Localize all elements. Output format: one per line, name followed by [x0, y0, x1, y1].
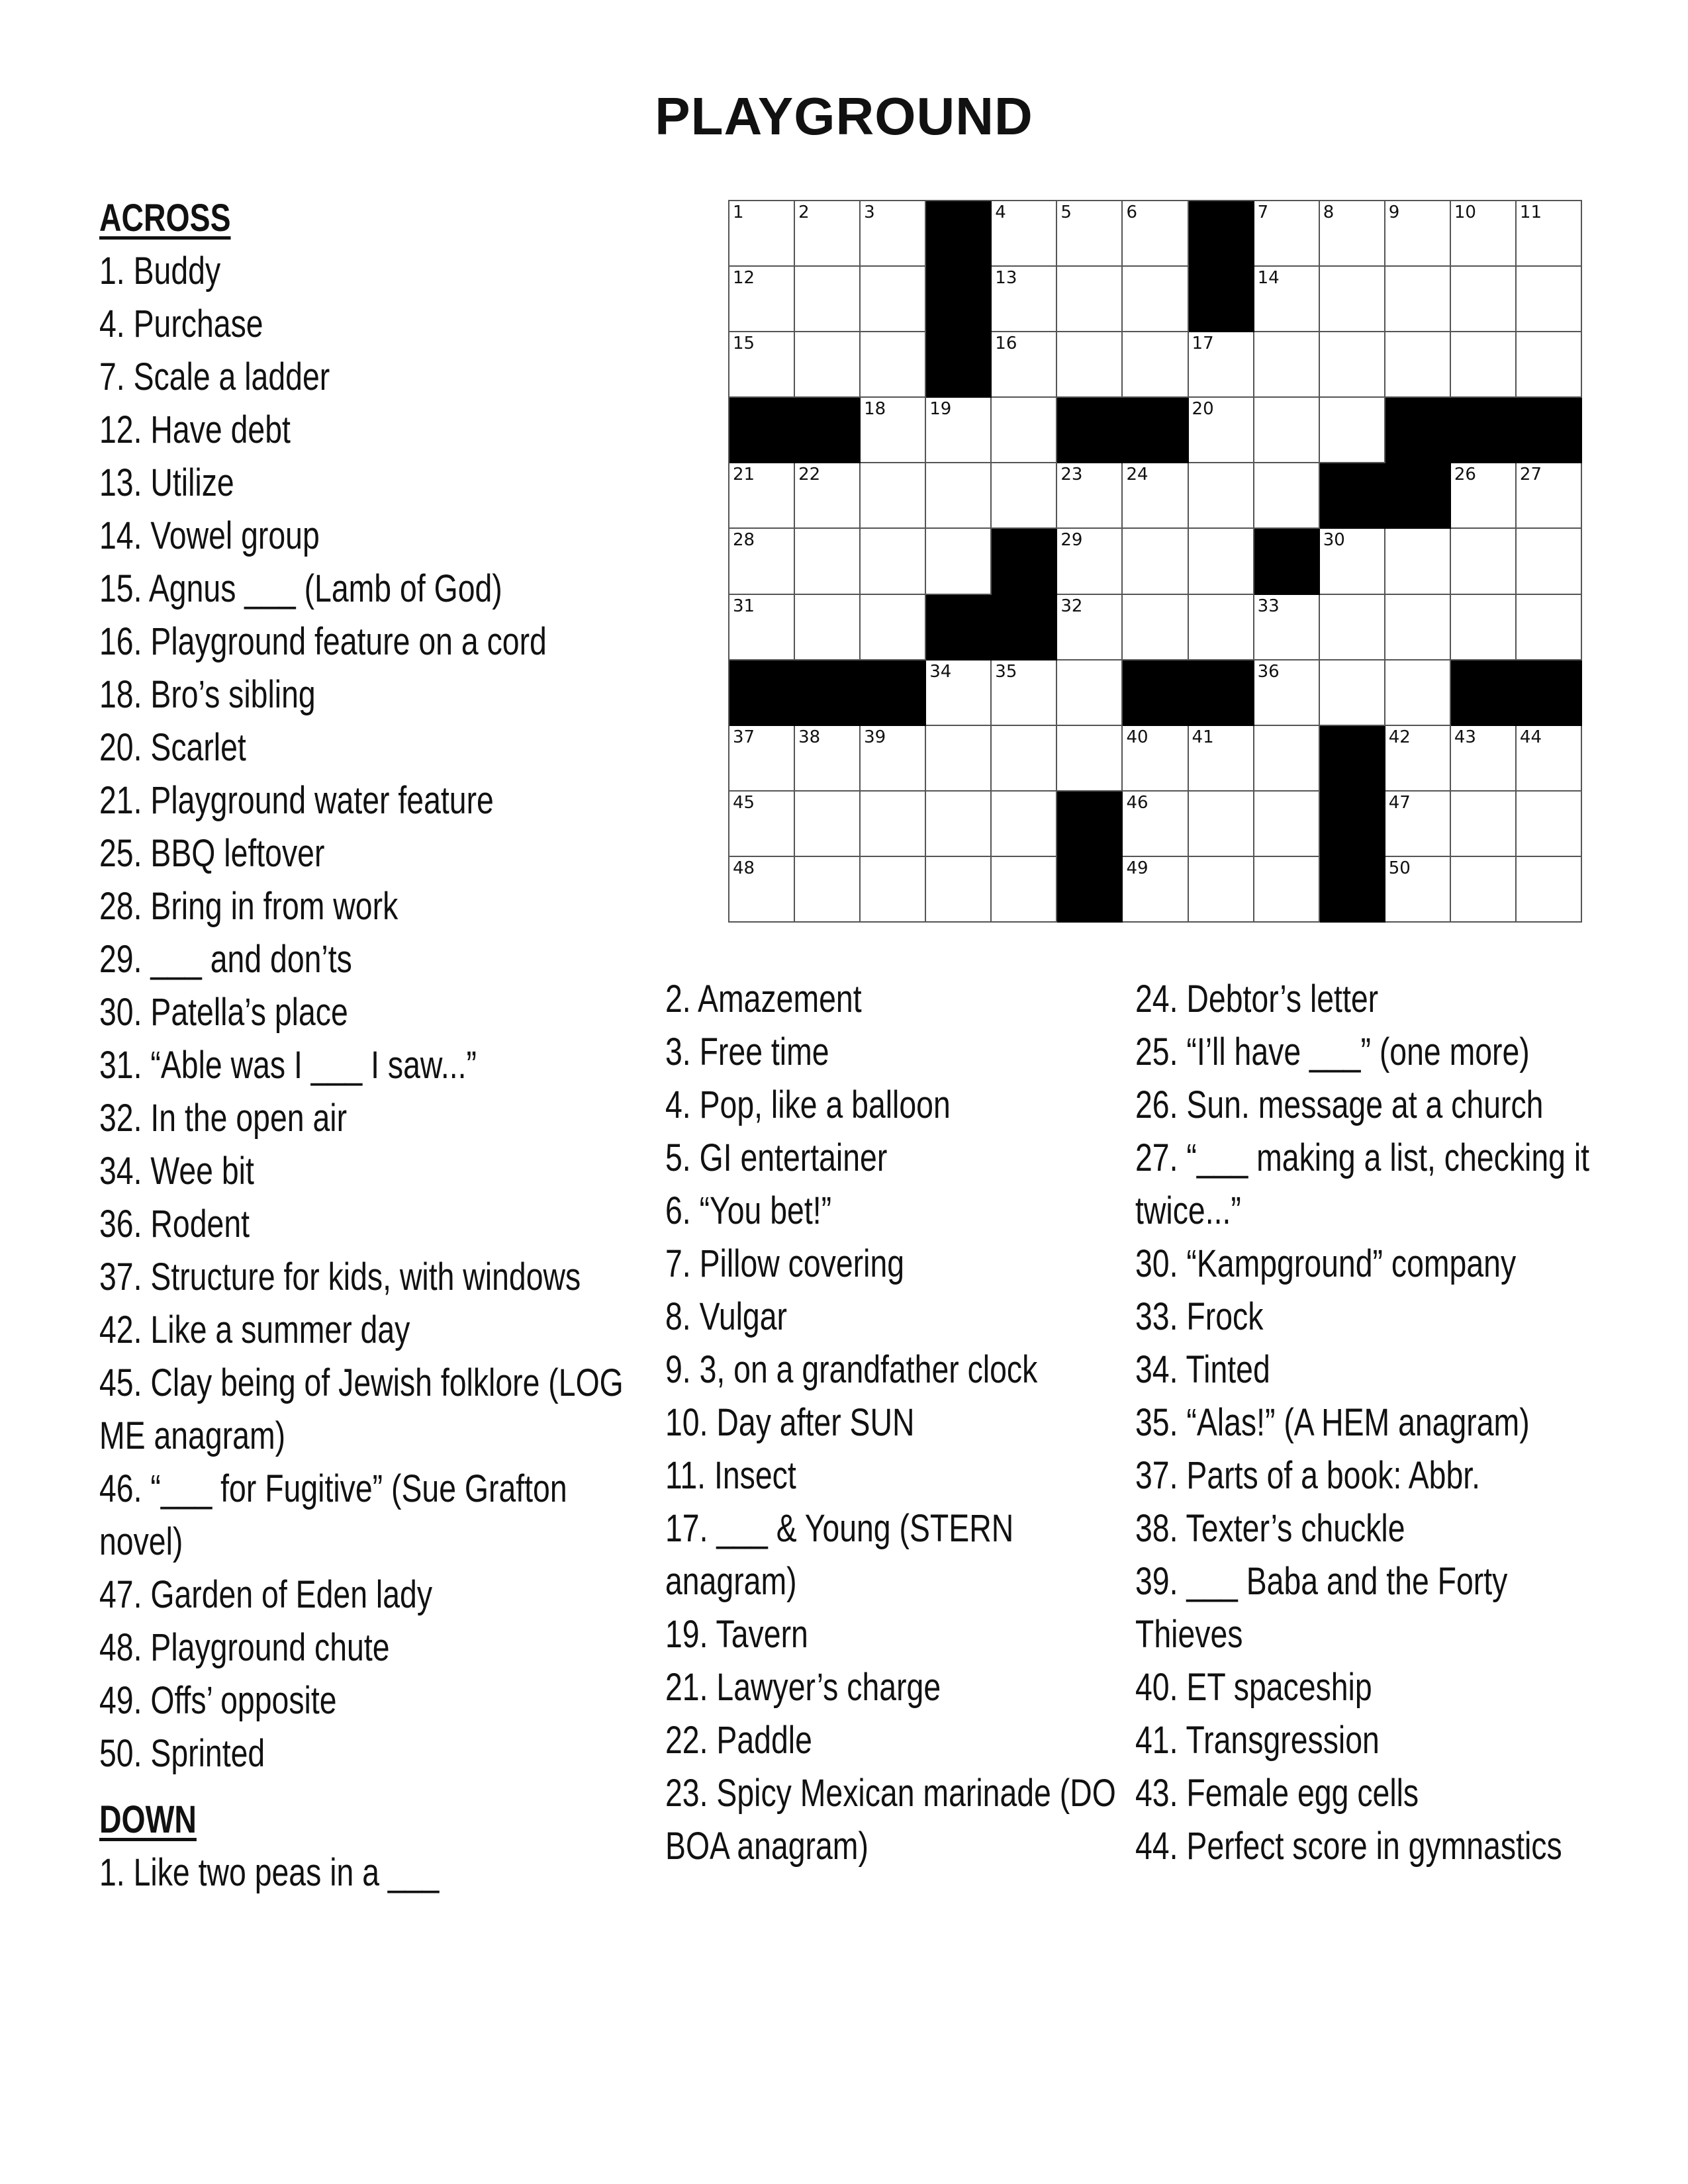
clue-item: 13. Utilize	[99, 461, 234, 504]
grid-cell[interactable]	[1189, 792, 1254, 857]
clue-item: 34. Wee bit	[99, 1150, 254, 1193]
clue-item: 21. Playground water feature	[99, 779, 494, 822]
clue-item: 44. Perfect score in gymnastics	[1135, 1825, 1562, 1868]
grid-cell[interactable]	[795, 857, 861, 923]
grid-cell-black	[1189, 267, 1254, 332]
clue-item: 26. Sun. message at a church	[1135, 1083, 1544, 1126]
clue-item: 15. Agnus ___ (Lamb of God)	[99, 567, 502, 610]
clue-number: 28	[733, 530, 755, 551]
clue-number: 4	[995, 203, 1006, 222]
clue-item: 46. “___ for Fugitive” (Sue Grafton novel)	[99, 1467, 567, 1563]
down-clue-list	[99, 1846, 642, 1899]
grid-cell[interactable]	[1517, 463, 1582, 529]
grid-cell-black	[1057, 398, 1123, 463]
grid-cell[interactable]	[1254, 792, 1320, 857]
grid-cell[interactable]	[1189, 529, 1254, 594]
clue-number: 34	[929, 661, 952, 682]
clue-number: 8	[1323, 203, 1335, 222]
clue-item: 1. Like two peas in a ___	[99, 1851, 440, 1894]
grid-cell-black	[861, 660, 926, 726]
grid-cell[interactable]	[926, 792, 992, 857]
grid-cell-black	[1189, 660, 1254, 726]
clue-item: 34. Tinted	[1135, 1348, 1270, 1391]
clue-number: 5	[1060, 203, 1072, 222]
grid-cell[interactable]	[926, 398, 992, 463]
grid-cell-black	[795, 398, 861, 463]
clue-number: 38	[798, 727, 821, 747]
grid-cell[interactable]	[1451, 201, 1517, 267]
grid-cell[interactable]	[1254, 726, 1320, 792]
clue-number: 9	[1388, 203, 1400, 222]
grid-cell[interactable]	[992, 332, 1057, 398]
grid-cell-black	[1451, 660, 1517, 726]
grid-cell[interactable]	[1123, 332, 1188, 398]
clue-item: 4. Purchase	[99, 302, 263, 345]
clue-item: 30. Patella’s place	[99, 991, 348, 1034]
grid-cell[interactable]	[1320, 529, 1385, 594]
clue-number: 13	[995, 268, 1017, 289]
clue-item: 23. Spicy Mexican marinade (DO BOA anagram)	[665, 1772, 1116, 1868]
clue-item: 6. “You bet!”	[665, 1189, 832, 1232]
clue-item: 12. Have debt	[99, 408, 291, 451]
clue-item: 36. Rodent	[99, 1203, 250, 1246]
grid-cell-black	[1320, 857, 1385, 923]
grid-cell[interactable]	[1123, 857, 1188, 923]
grid-cell-black	[1123, 398, 1188, 463]
grid-cell[interactable]	[1385, 529, 1451, 594]
grid-cell[interactable]	[1517, 332, 1582, 398]
clue-number: 22	[798, 465, 821, 485]
grid-cell[interactable]	[1385, 660, 1451, 726]
clue-number: 35	[995, 661, 1017, 682]
grid-cell[interactable]	[1320, 267, 1385, 332]
grid-cell[interactable]	[861, 267, 926, 332]
clue-number: 39	[864, 727, 886, 747]
grid-cell-black	[795, 660, 861, 726]
clue-number: 10	[1454, 203, 1476, 222]
grid-cell[interactable]	[992, 398, 1057, 463]
grid-cell[interactable]	[1451, 463, 1517, 529]
clue-item: 19. Tavern	[665, 1613, 808, 1656]
clue-number: 3	[864, 203, 875, 222]
grid-cell[interactable]	[1385, 792, 1451, 857]
clue-item: 14. Vowel group	[99, 514, 320, 557]
clue-item: 8. Vulgar	[665, 1295, 787, 1338]
grid-cell[interactable]	[1057, 595, 1123, 660]
clue-number: 36	[1257, 661, 1280, 682]
clue-item: 35. “Alas!” (A HEM anagram)	[1135, 1401, 1530, 1444]
grid-cell[interactable]	[1385, 857, 1451, 923]
grid-cell[interactable]	[1057, 660, 1123, 726]
clue-item: 48. Playground chute	[99, 1626, 390, 1669]
clue-item: 24. Debtor’s letter	[1135, 978, 1379, 1021]
grid-cell[interactable]	[1189, 726, 1254, 792]
page-title: PLAYGROUND	[655, 87, 1033, 146]
clue-item: 10. Day after SUN	[665, 1401, 915, 1444]
grid-cell[interactable]	[861, 595, 926, 660]
grid-cell[interactable]	[795, 529, 861, 594]
clue-number: 2	[798, 203, 810, 222]
grid-cell[interactable]	[729, 201, 795, 267]
clue-number: 42	[1388, 727, 1411, 747]
grid-cell-black	[1320, 726, 1385, 792]
grid-cell[interactable]	[1320, 660, 1385, 726]
grid-cell-black	[1189, 201, 1254, 267]
grid-cell-black	[992, 529, 1057, 594]
clue-item: 4. Pop, like a balloon	[665, 1083, 951, 1126]
clue-number: 12	[733, 268, 755, 289]
grid-cell[interactable]	[795, 463, 861, 529]
grid-cell[interactable]	[1254, 398, 1320, 463]
clue-item: 42. Like a summer day	[99, 1308, 410, 1351]
grid-cell[interactable]	[1123, 267, 1188, 332]
grid-cell-black	[729, 398, 795, 463]
grid-cell[interactable]	[1189, 463, 1254, 529]
grid-cell[interactable]	[926, 857, 992, 923]
clue-number: 6	[1126, 203, 1137, 222]
clue-item: 25. “I’ll have ___” (one more)	[1135, 1030, 1530, 1073]
crossword-grid	[728, 200, 1582, 923]
clue-item: 40. ET spaceship	[1135, 1666, 1372, 1709]
grid-cell[interactable]	[1320, 398, 1385, 463]
grid-cell-black	[1320, 792, 1385, 857]
grid-cell[interactable]	[1123, 201, 1188, 267]
clue-item: 2. Amazement	[665, 978, 862, 1021]
grid-cell[interactable]	[1057, 201, 1123, 267]
grid-cell[interactable]	[795, 726, 861, 792]
clue-number: 48	[733, 858, 755, 878]
grid-cell-black	[1451, 398, 1517, 463]
clue-item: 25. BBQ leftover	[99, 832, 325, 875]
clue-item: 17. ___ & Young (STERN anagram)	[665, 1507, 1014, 1603]
grid-cell[interactable]	[729, 332, 795, 398]
grid-cell[interactable]	[1254, 267, 1320, 332]
clue-item: 28. Bring in from work	[99, 885, 399, 928]
grid-cell[interactable]	[1385, 726, 1451, 792]
grid-cell[interactable]	[1517, 792, 1582, 857]
grid-cell[interactable]	[1320, 332, 1385, 398]
grid-cell-black	[1254, 529, 1320, 594]
grid-cell[interactable]	[1385, 332, 1451, 398]
grid-cell[interactable]	[1123, 595, 1188, 660]
grid-cell[interactable]	[1254, 332, 1320, 398]
grid-cell[interactable]	[1189, 857, 1254, 923]
grid-cell[interactable]	[1451, 726, 1517, 792]
grid-cell[interactable]	[729, 529, 795, 594]
down-heading: DOWN	[99, 1798, 197, 1841]
clue-number: 33	[1257, 596, 1280, 616]
grid-cell[interactable]	[1057, 332, 1123, 398]
grid-cell[interactable]	[729, 857, 795, 923]
grid-cell[interactable]	[1254, 201, 1320, 267]
across-heading: ACROSS	[99, 197, 231, 240]
clue-number: 7	[1257, 203, 1269, 222]
grid-cell[interactable]	[1451, 332, 1517, 398]
clue-item: 33. Frock	[1135, 1295, 1264, 1338]
grid-cell[interactable]	[1057, 726, 1123, 792]
grid-cell-black	[1320, 463, 1385, 529]
grid-cell[interactable]	[1320, 201, 1385, 267]
grid-cell[interactable]	[1254, 595, 1320, 660]
clue-item: 7. Pillow covering	[665, 1242, 905, 1285]
clue-item: 38. Texter’s chuckle	[1135, 1507, 1405, 1550]
grid-cell[interactable]	[1517, 595, 1582, 660]
grid-cell[interactable]	[1123, 726, 1188, 792]
grid-cell[interactable]	[861, 726, 926, 792]
grid-cell[interactable]	[729, 726, 795, 792]
clue-item: 37. Structure for kids, with windows	[99, 1255, 581, 1298]
clue-item: 16. Playground feature on a cord	[99, 620, 547, 663]
grid-cell[interactable]	[1517, 529, 1582, 594]
clue-item: 31. “Able was I ___ I saw...”	[99, 1044, 477, 1087]
grid-cell[interactable]	[1189, 332, 1254, 398]
clues-right-column	[1135, 973, 1592, 1873]
grid-cell[interactable]	[1123, 529, 1188, 594]
grid-cell[interactable]	[992, 201, 1057, 267]
grid-cell[interactable]	[1517, 267, 1582, 332]
grid-cell[interactable]	[861, 398, 926, 463]
grid-cell[interactable]	[729, 595, 795, 660]
grid-cell[interactable]	[1451, 267, 1517, 332]
grid-cell[interactable]	[795, 792, 861, 857]
clue-item: 27. “___ making a list, checking it twice...”	[1135, 1136, 1590, 1232]
clue-item: 49. Offs’ opposite	[99, 1679, 337, 1722]
grid-cell[interactable]	[1385, 267, 1451, 332]
grid-cell[interactable]	[861, 792, 926, 857]
clues-left-column	[99, 192, 642, 1899]
down-clue-list	[665, 973, 1122, 1873]
grid-cell[interactable]	[861, 332, 926, 398]
grid-cell[interactable]	[926, 660, 992, 726]
grid-cell-black	[1385, 463, 1451, 529]
clue-number: 41	[1192, 727, 1214, 747]
clue-item: 7. Scale a ladder	[99, 355, 330, 398]
clue-item: 3. Free time	[665, 1030, 829, 1073]
grid-cell[interactable]	[1451, 529, 1517, 594]
grid-cell[interactable]	[1517, 201, 1582, 267]
grid-cell[interactable]	[992, 726, 1057, 792]
clue-number: 44	[1519, 727, 1542, 747]
grid-cell[interactable]	[1451, 595, 1517, 660]
grid-cell[interactable]	[861, 529, 926, 594]
clue-number: 30	[1323, 530, 1345, 551]
clue-item: 39. ___ Baba and the Forty Thieves	[1135, 1560, 1508, 1656]
clue-item: 18. Bro’s sibling	[99, 673, 316, 716]
clue-item: 30. “Kampground” company	[1135, 1242, 1517, 1285]
grid-cell[interactable]	[1123, 792, 1188, 857]
grid-cell[interactable]	[992, 857, 1057, 923]
clue-item: 21. Lawyer’s charge	[665, 1666, 941, 1709]
clue-number: 23	[1060, 465, 1083, 485]
clue-number: 50	[1388, 858, 1411, 878]
clue-item: 45. Clay being of Jewish folklore (LOG ME anagram)	[99, 1361, 624, 1457]
clue-number: 15	[733, 334, 755, 354]
clue-number: 26	[1454, 465, 1476, 485]
clue-number: 19	[929, 399, 952, 420]
grid-cell[interactable]	[1057, 529, 1123, 594]
clue-number: 27	[1519, 465, 1542, 485]
clue-item: 9. 3, on a grandfather clock	[665, 1348, 1038, 1391]
grid-cell[interactable]	[729, 267, 795, 332]
grid-cell[interactable]	[1385, 201, 1451, 267]
grid-cell[interactable]	[1189, 595, 1254, 660]
grid-cell[interactable]	[1385, 595, 1451, 660]
clue-number: 17	[1192, 334, 1214, 354]
grid-cell-black	[1517, 398, 1582, 463]
clue-number: 11	[1519, 203, 1542, 222]
grid-cell-black	[926, 201, 992, 267]
clue-item: 50. Sprinted	[99, 1732, 265, 1775]
grid-cell[interactable]	[1320, 595, 1385, 660]
clues-middle-column	[665, 973, 1122, 1873]
clue-item: 43. Female egg cells	[1135, 1772, 1419, 1815]
grid-cell[interactable]	[992, 463, 1057, 529]
grid-cell-black	[926, 595, 992, 660]
clue-number: 49	[1126, 858, 1149, 878]
grid-cell[interactable]	[1057, 463, 1123, 529]
grid-cell[interactable]	[861, 463, 926, 529]
grid-cell[interactable]	[795, 201, 861, 267]
grid-cell-black	[992, 595, 1057, 660]
grid-cell[interactable]	[1451, 857, 1517, 923]
grid-cell[interactable]	[1451, 792, 1517, 857]
grid-cell[interactable]	[1517, 857, 1582, 923]
down-clue-list	[1135, 973, 1592, 1873]
grid-cell-black	[1385, 398, 1451, 463]
grid-cell[interactable]	[729, 792, 795, 857]
grid-cell[interactable]	[1254, 660, 1320, 726]
grid-cell[interactable]	[1254, 857, 1320, 923]
grid-cell[interactable]	[992, 660, 1057, 726]
clue-number: 40	[1126, 727, 1149, 747]
grid-cell[interactable]	[795, 267, 861, 332]
clue-number: 37	[733, 727, 755, 747]
clue-number: 21	[733, 465, 755, 485]
grid-cell[interactable]	[795, 595, 861, 660]
clue-item: 22. Paddle	[665, 1719, 812, 1762]
clue-number: 31	[733, 596, 755, 616]
clue-item: 29. ___ and don’ts	[99, 938, 352, 981]
grid-cell[interactable]	[795, 332, 861, 398]
clue-number: 20	[1192, 399, 1214, 420]
grid-cell-black	[1123, 660, 1188, 726]
clue-number: 14	[1257, 268, 1280, 289]
clue-item: 32. In the open air	[99, 1097, 348, 1140]
clue-item: 11. Insect	[665, 1454, 796, 1497]
clue-number: 43	[1454, 727, 1476, 747]
clue-item: 5. GI entertainer	[665, 1136, 888, 1179]
clue-item: 20. Scarlet	[99, 726, 246, 769]
grid-cell-black	[1057, 792, 1123, 857]
grid-cell[interactable]	[1254, 463, 1320, 529]
clue-number: 45	[733, 792, 755, 813]
grid-cell[interactable]	[926, 463, 992, 529]
across-clue-list	[99, 245, 642, 1780]
grid-cell[interactable]	[1057, 267, 1123, 332]
grid-cell[interactable]	[1123, 463, 1188, 529]
grid-cell-black	[1517, 660, 1582, 726]
grid-cell[interactable]	[861, 201, 926, 267]
grid-cell[interactable]	[926, 529, 992, 594]
clue-number: 24	[1126, 465, 1149, 485]
clue-number: 18	[864, 399, 886, 420]
grid-cell[interactable]	[1517, 726, 1582, 792]
clue-number: 32	[1060, 596, 1083, 616]
clue-number: 16	[995, 334, 1017, 354]
clue-item: 1. Buddy	[99, 250, 221, 293]
clue-number: 47	[1388, 792, 1411, 813]
grid-cell[interactable]	[992, 267, 1057, 332]
clue-item: 37. Parts of a book: Abbr.	[1135, 1454, 1481, 1497]
clue-number: 46	[1126, 792, 1149, 813]
grid-cell[interactable]	[729, 463, 795, 529]
clue-item: 41. Transgression	[1135, 1719, 1380, 1762]
grid-cell-black	[1057, 857, 1123, 923]
grid-cell-black	[926, 332, 992, 398]
clue-number: 1	[733, 203, 744, 222]
grid-cell[interactable]	[861, 857, 926, 923]
grid-cell[interactable]	[926, 726, 992, 792]
grid-cell-black	[926, 267, 992, 332]
grid-cell-black	[729, 660, 795, 726]
grid-cell[interactable]	[1189, 398, 1254, 463]
clue-item: 47. Garden of Eden lady	[99, 1573, 433, 1616]
clue-number: 29	[1060, 530, 1083, 551]
grid-cell[interactable]	[992, 792, 1057, 857]
